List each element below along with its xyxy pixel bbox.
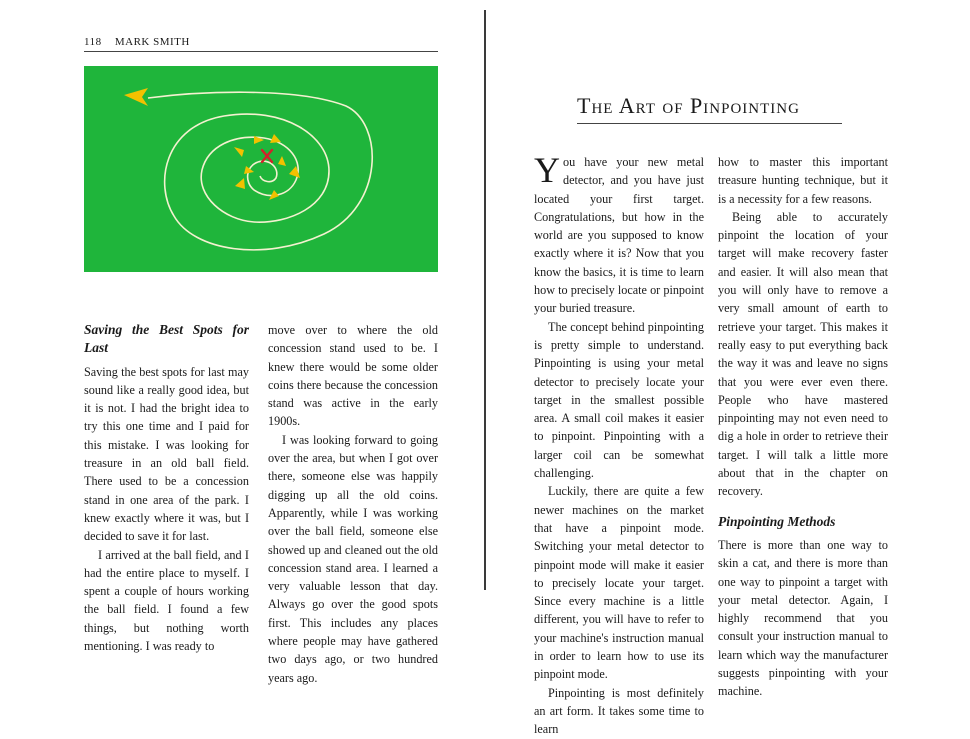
left-column-2 — [268, 321, 438, 687]
paragraph: Being able to accurately pinpoint the location of your target will make recovery faster and easier. It will also mean that you will only have to remove a very small amount of earth to retrieve your target. This makes it really easy to put everything back the way it was and leave no signs that you were ever even there. People who have mastered pinpointing may not even need to dig a hole in order to retrieve their target. I will talk a little more about that in the chapter on recovery. — [718, 209, 888, 499]
right-column-1 — [534, 150, 704, 739]
target-x-icon — [262, 150, 272, 162]
paragraph: move over to where the old concession stand used to be. I knew there would be some older coins there because the concession stand was active in the early 1900s. — [268, 323, 438, 429]
arrow-icon — [124, 88, 148, 106]
section-title: Saving the Best Spots for Last — [84, 322, 249, 356]
spiral-inner-path — [258, 161, 277, 182]
arrow-icon — [278, 156, 286, 166]
paragraph: Pinpointing is most definitely an art form. It takes some time to learn — [534, 685, 704, 737]
drop-cap: Y — [534, 150, 560, 190]
paragraph: The concept behind pinpointing is pretty simple to understand. Pinpointing is using your metal detector to precisely locate your target in the smallest possible area. A small coil makes it easier to pinpoint. Pinpointing with a larger coil can be somewhat challenging. — [534, 319, 704, 481]
spiral-diagram — [84, 66, 438, 272]
paragraph: There is more than one way to skin a cat, and there is more than one way to pinpoint a target with your metal detector. Again, I highly recommend that you consult your instruction manual to learn which way the manufacturer suggests pinpointing with your machine. — [718, 537, 888, 699]
pinpointing-spiral-figure — [84, 66, 438, 272]
arrow-icon — [270, 134, 281, 143]
paragraph: how to master this important treasure hunting technique, but it is a necessity for a few reasons. — [718, 155, 888, 206]
left-page — [0, 0, 484, 685]
arrow-icon — [244, 166, 254, 174]
arrow-icon — [234, 147, 244, 157]
paragraph: I was looking forward to going over the area, but when I got over there, someone else was happily digging up all the old coins. Apparently, while I was working over the ball field, someone else showed up and cleaned out the old concession stand area. I learned a very valuable lesson that day. Always go over the good spots first. This includes any places where people may have gathered two days ago, or two hundred years ago. — [268, 432, 438, 685]
opening-text: ou have your new metal detector, and you have just located your first target. Congratulations, but how in the world are you supposed to know exactly where it is? Now that you know the basics, it is time to learn how to precisely locate or pinpoint your buried treasure. — [534, 155, 704, 316]
right-column-2 — [718, 153, 888, 701]
opening-paragraph — [534, 150, 704, 318]
chapter-title: The Art of Pinpointing — [577, 93, 842, 124]
left-column-1 — [84, 321, 249, 655]
running-header — [84, 36, 438, 52]
spiral-outer-path — [148, 92, 372, 250]
page-number: 118 — [84, 36, 102, 48]
author-name: MARK SMITH — [114, 36, 190, 48]
paragraph: Luckily, there are quite a few newer machines on the market that have a pinpoint mode. Switching your metal detector to pinpoint mode will make it easier to precisely locate your target. Since every machine is a little different, you will have to refer to your machine's instruction manual in order to learn how to use its pinpoint mode. — [534, 484, 704, 682]
paragraph: I arrived at the ball field, and I had the entire place to myself. I spent a couple of hours working the ball field. I found a few things, but nothing worth mentioning. I was ready to — [84, 547, 249, 654]
arrow-icon — [235, 178, 245, 189]
subsection-title: Pinpointing Methods — [718, 513, 836, 529]
paragraph: Saving the best spots for last may sound like a really good idea, but it is not. I had the bright idea to try this one time and I paid for this mistake. I was looking for treasure in an old ball field. There used to be a concession stand in one area of the park. I knew exactly where it was, but I decided to save it for last. — [84, 364, 249, 544]
